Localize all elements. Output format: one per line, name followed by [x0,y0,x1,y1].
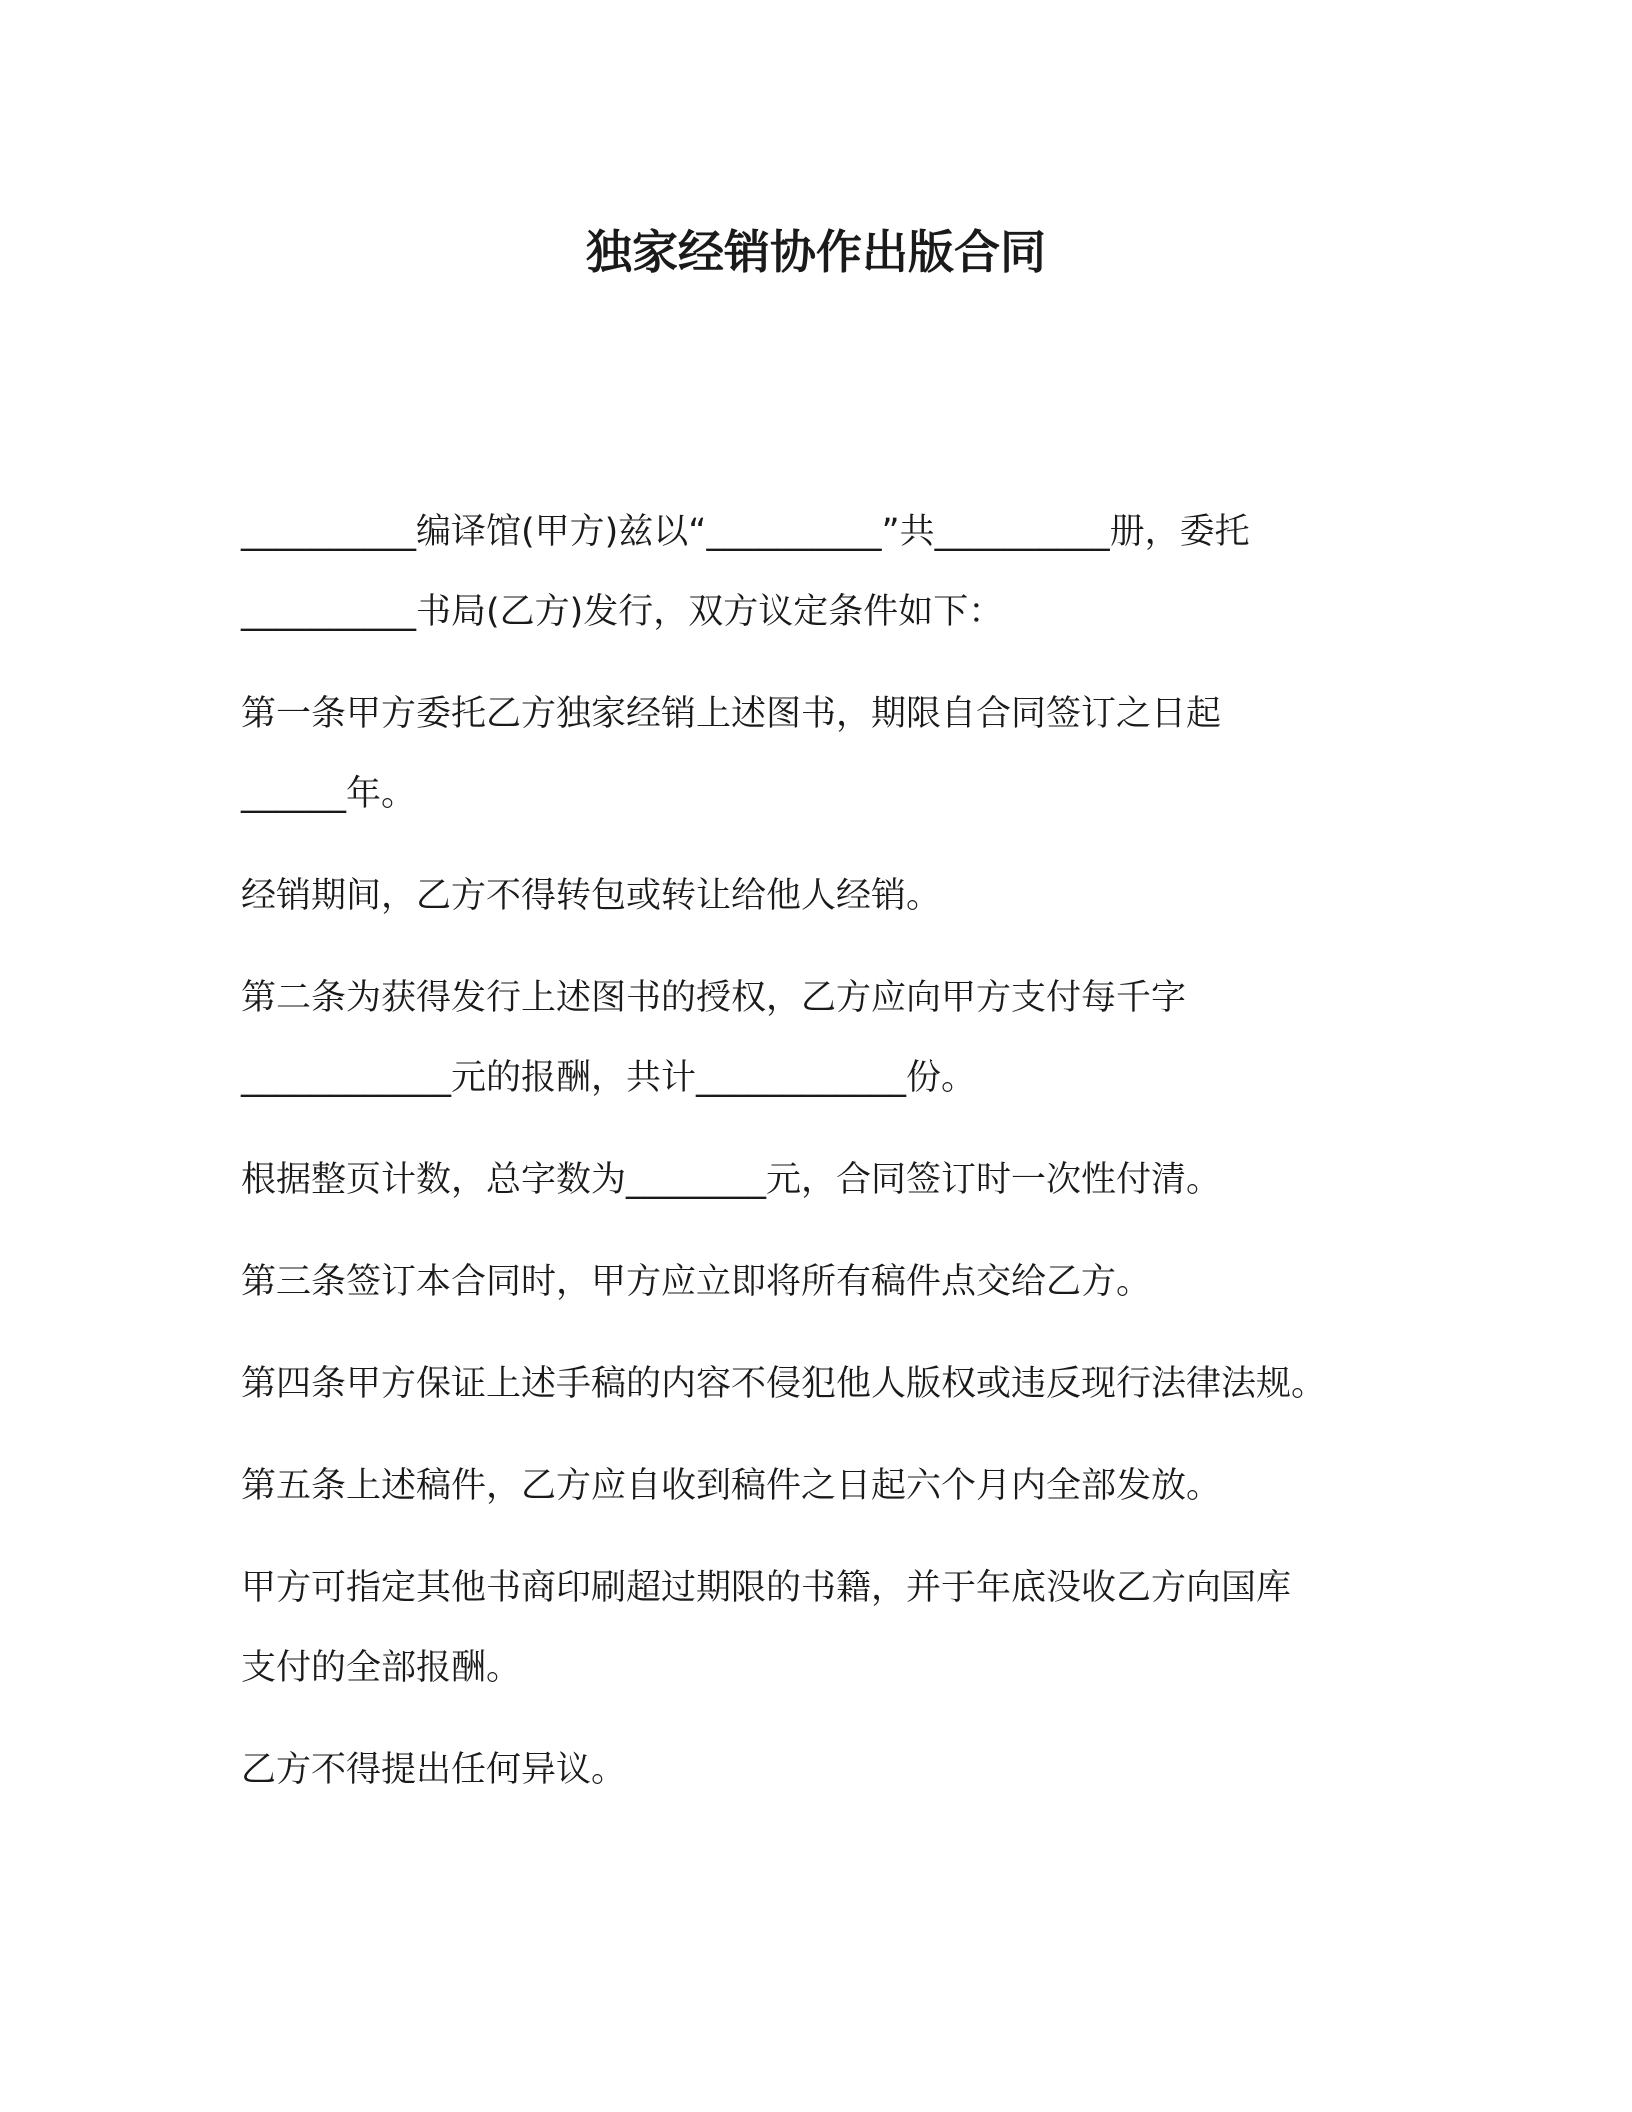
paragraph-article-2-note [241,1140,1401,1220]
document-title: 独家经销协作出版合同 [586,225,1046,279]
paragraph-article-1 [241,674,1401,834]
paragraph-article-1-note [241,856,1401,936]
paragraph-article-4 [241,1344,1401,1424]
paragraph-line: 支付的全部报酬。 [241,1648,522,1688]
paragraph-article-2 [241,958,1401,1118]
paragraph-line: __________编译馆(甲方)兹以“__________”共__________册，委托 [241,512,1250,552]
paragraph-line: ____________元的报酬，共计____________份。 [241,1058,977,1098]
paragraph-article-3 [241,1242,1401,1322]
paragraph-line: 第三条签订本合同时，甲方应立即将所有稿件点交给乙方。 [241,1262,1152,1302]
paragraph-line: 经销期间，乙方不得转包或转让给他人经销。 [241,876,942,916]
paragraph-line: 第五条上述稿件，乙方应自收到稿件之日起六个月内全部发放。 [241,1466,1222,1506]
paragraph-line: 第四条甲方保证上述手稿的内容不侵犯他人版权或违反现行法律法规。 [241,1364,1327,1404]
paragraph-article-5 [241,1446,1401,1526]
paragraph-article-5-note [241,1548,1401,1708]
paragraph-preamble [241,492,1401,652]
paragraph-line: 甲方可指定其他书商印刷超过期限的书籍，并于年底没收乙方向国库 [241,1568,1292,1608]
paragraph-line: ______年。 [241,774,417,814]
paragraph-line: 根据整页计数，总字数为________元，合同签订时一次性付清。 [241,1160,1222,1200]
paragraph-line: 乙方不得提出任何异议。 [241,1750,627,1790]
document-body [241,492,1401,1832]
paragraph-line: 第一条甲方委托乙方独家经销上述图书，期限自合同签订之日起 [241,694,1222,734]
paragraph-line: 第二条为获得发行上述图书的授权，乙方应向甲方支付每千字 [241,978,1187,1018]
paragraph-final-note [241,1730,1401,1810]
paragraph-line: __________书局(乙方)发行，双方议定条件如下： [241,592,1004,632]
